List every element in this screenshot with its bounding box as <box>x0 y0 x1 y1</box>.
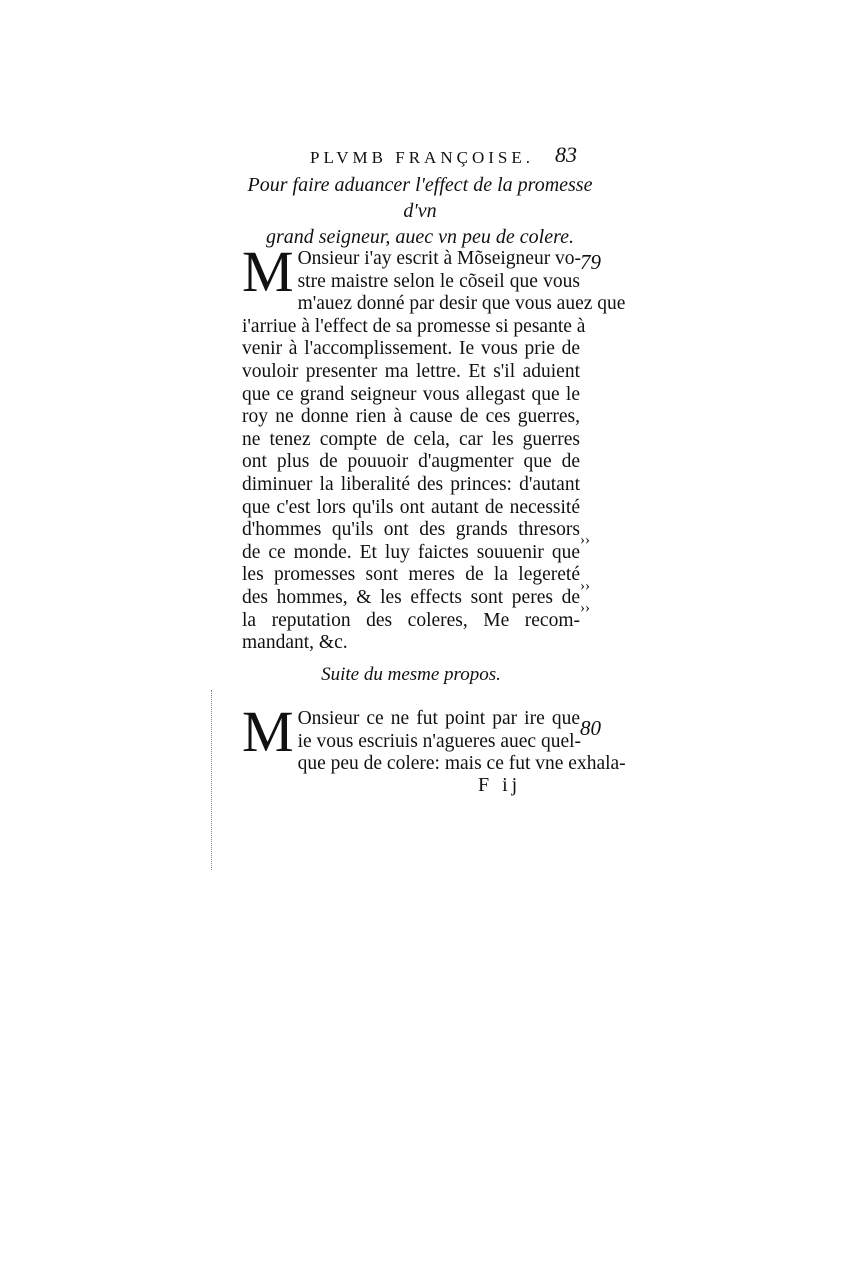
margin-quote-mark: ›› <box>580 532 590 548</box>
text-line: les promesses sont meres de la legereté <box>242 564 580 586</box>
text-line: des hommes, & les effects sont peres de <box>242 586 580 608</box>
margin-quote-mark: ›› <box>580 578 590 594</box>
text-line: ont plus de pouuoir d'augmenter que de <box>242 451 580 473</box>
letter-heading-line: grand seigneur, auec vn peu de colere. <box>265 226 575 248</box>
text-line: i'arriue à l'effect de sa promesse si pesante à <box>242 315 586 337</box>
margin-letter-number: 80 <box>580 716 601 740</box>
text-line: que c'est lors qu'ils ont autant de necessité <box>242 496 580 518</box>
running-head: PLVMB FRANÇOISE. <box>310 148 534 167</box>
text-line: mandant, &c. <box>242 632 348 654</box>
text-line: que ce grand seigneur vous allegast que le <box>242 383 580 405</box>
page-number: 83 <box>555 142 577 167</box>
text-line: Onsieur i'ay escrit à Mõseigneur vo- <box>297 248 582 269</box>
drop-capital: M <box>242 239 294 304</box>
text-line: stre maistre selon le cõseil que vous <box>297 270 580 292</box>
drop-capital: M <box>242 699 294 764</box>
text-line: de ce monde. Et luy faictes souuenir que <box>242 541 580 563</box>
text-line: diminuer la liberalité des princes: d'autant <box>242 473 580 495</box>
signature-mark: F ij <box>478 774 522 796</box>
margin-dotted-rule <box>211 690 212 870</box>
text-line: la reputation des coleres, Me recom- <box>242 609 580 631</box>
letter-heading-line: Pour faire aduancer l'effect de la promesse d'vn <box>247 174 593 222</box>
text-line: m'auez donné par desir que vous auez que <box>297 293 626 315</box>
text-line: venir à l'accomplissement. Ie vous prie de <box>242 338 580 360</box>
text-line: Onsieur ce ne fut point par ire que <box>297 708 580 729</box>
letter-heading <box>240 172 600 250</box>
text-line: vouloir presenter ma lettre. Et s'il aduient <box>242 360 580 382</box>
text-line: que peu de colere: mais ce fut vne exhala- <box>297 753 626 775</box>
section-heading: Suite du mesme propos. <box>321 664 501 685</box>
margin-quote-mark: ›› <box>580 600 590 616</box>
text-line: roy ne donne rien à cause de ces guerres, <box>242 406 580 428</box>
text-line: ne tenez compte de cela, car les guerres <box>242 428 580 450</box>
text-line: ie vous escriuis n'agueres auec quel- <box>297 730 582 752</box>
text-line: d'hommes qu'ils ont des grands thresors <box>242 519 580 541</box>
margin-letter-number: 79 <box>580 250 601 274</box>
